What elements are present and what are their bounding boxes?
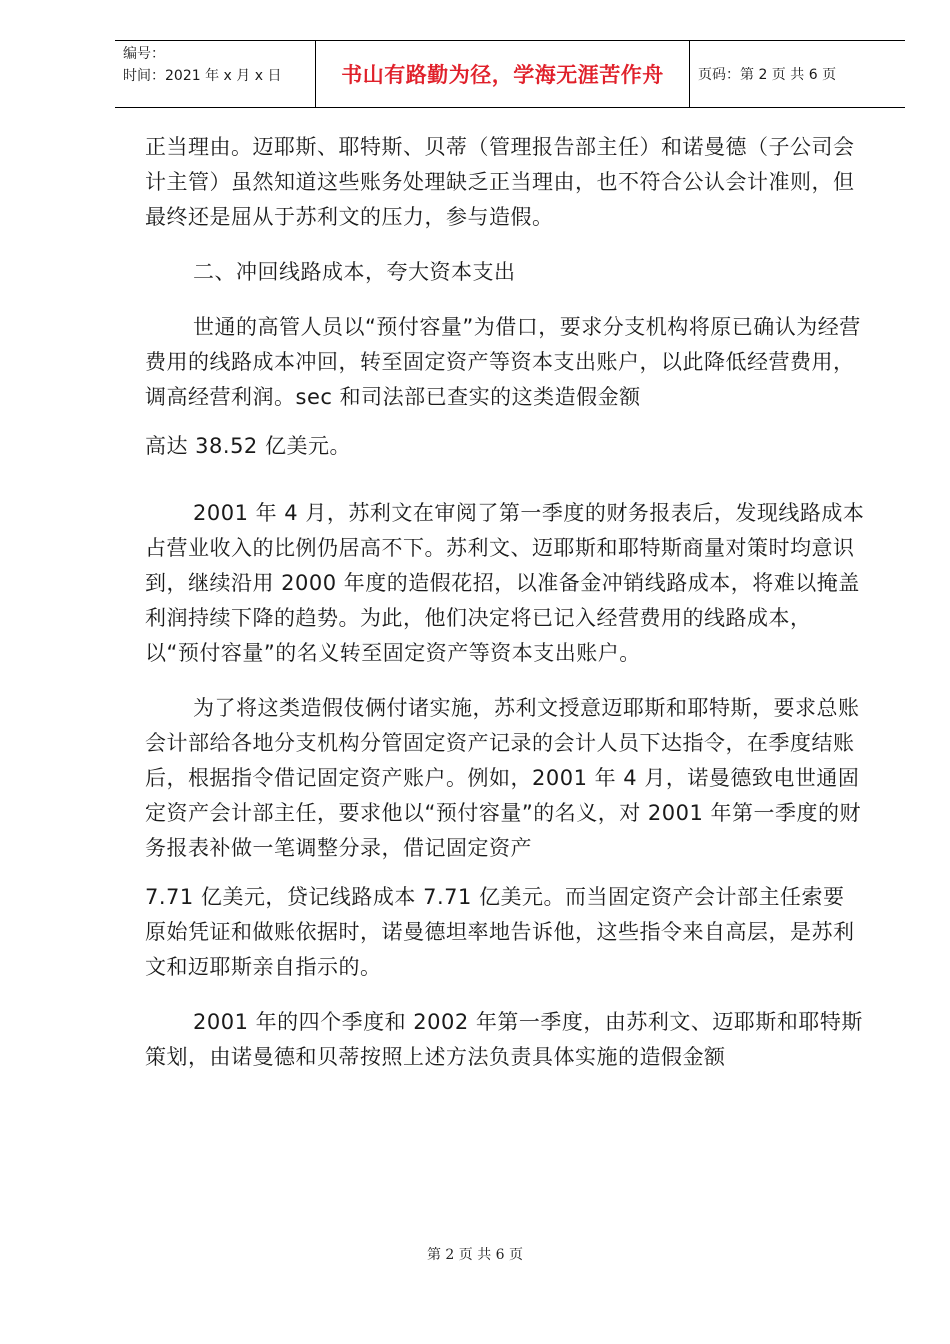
header-motto-cell	[316, 41, 690, 107]
paragraph-3: 世通的高管人员以“预付容量”为借口，要求分支机构将原已确认为经营费用的线路成本冲回，转至固定资产等资本支出账户，以此降低经营费用，调高经营利润。sec 和司法部已查实的这类造假金额	[145, 315, 861, 409]
paragraph-5: 2001 年 4 月，苏利文在审阅了第一季度的财务报表后，发现线路成本占营业收入的比例仍居高不下。苏利文、迈耶斯和耶特斯商量对策时均意识到，继续沿用 2000 年度的造假花招，以准备金冲销线路成本，将难以掩盖利润持续下降的趋势。为此，他们决定将已记入经营费用的线路成本，以“预付容量”的名义转至固定资产等资本支出账户。	[145, 501, 865, 665]
page-header	[115, 40, 905, 108]
paragraph-4: 高达 38.52 亿美元。	[145, 434, 351, 458]
document-time-label: 时间：2021 年 x 月 x 日	[123, 68, 282, 84]
section-heading: 二、冲回线路成本，夸大资本支出	[193, 260, 516, 284]
paragraph-7: 7.71 亿美元，贷记线路成本 7.71 亿美元。而当固定资产会计部主任索要原始凭证和做账依据时，诺曼德坦率地告诉他，这些指令来自高层，是苏利文和迈耶斯亲自指示的。	[145, 885, 855, 979]
document-number-label: 编号：	[123, 46, 165, 62]
header-meta	[115, 41, 316, 107]
paragraph-6: 为了将这类造假伎俩付诸实施，苏利文授意迈耶斯和耶特斯，要求总账会计部给各地分支机构分管固定资产记录的会计人员下达指令，在季度结账后，根据指令借记固定资产账户。例如，2001 年 4 月，诺曼德致电世通固定资产会计部主任，要求他以“预付容量”的名义，对 2001 年第一季度的财务报表补做一笔调整分录，借记固定资产	[145, 696, 862, 860]
paragraph-8: 2001 年的四个季度和 2002 年第一季度，由苏利文、迈耶斯和耶特斯策划，由诺曼德和贝蒂按照上述方法负责具体实施的造假金额	[145, 1010, 863, 1069]
header-motto: 书山有路勤为径，学海无涯苦作舟	[341, 63, 664, 87]
paragraph-1: 正当理由。迈耶斯、耶特斯、贝蒂（管理报告部主任）和诺曼德（子公司会计主管）虽然知道这些账务处理缺乏正当理由，也不符合公认会计准则，但最终还是屈从于苏利文的压力，参与造假。	[145, 135, 855, 229]
page-footer: 第 2 页 共 6 页	[426, 1247, 524, 1263]
document-body	[145, 130, 865, 1075]
header-page-cell	[690, 41, 905, 107]
header-page-info: 页码：第 2 页 共 6 页	[698, 67, 837, 83]
